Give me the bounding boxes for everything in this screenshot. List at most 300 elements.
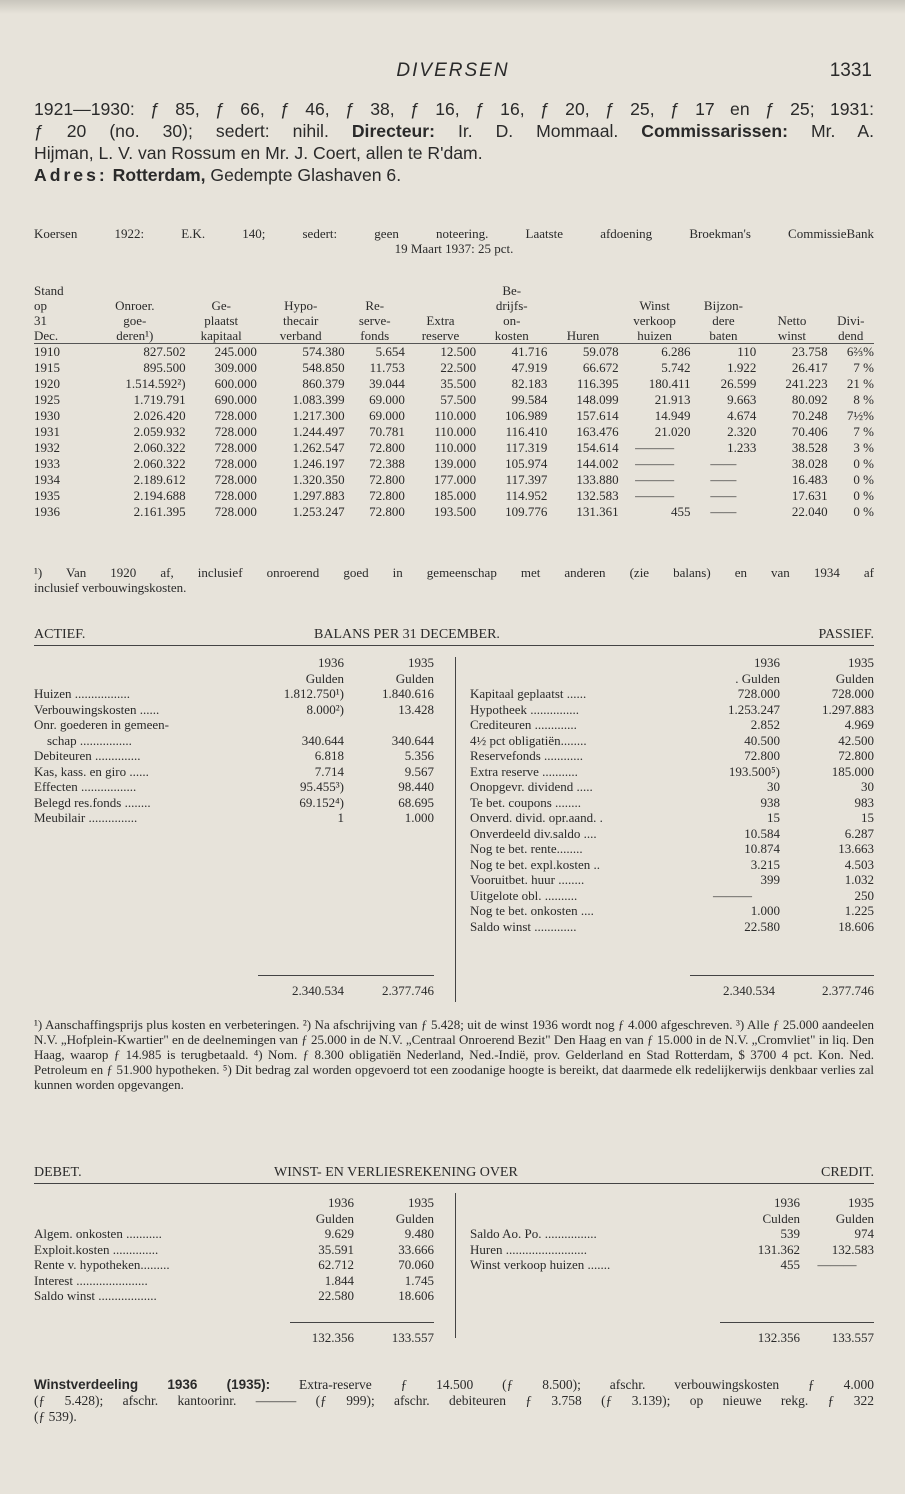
debet-total-1936: 132.356 xyxy=(311,1330,354,1345)
account-label: Uitgelote obl. .......... xyxy=(470,887,578,903)
statistics-footnote-line-2: inclusief verbouwingskosten. xyxy=(34,580,187,595)
table-cell: 0 % xyxy=(853,504,874,519)
stats-header-line: Hypo- xyxy=(284,298,318,313)
table-cell: 117.397 xyxy=(505,472,548,487)
table-cell: 117.319 xyxy=(505,440,548,455)
table-cell: 2.059.932 xyxy=(133,424,186,439)
table-cell: 827.502 xyxy=(143,344,186,359)
account-row xyxy=(34,717,434,733)
account-label: Hypotheek ............... xyxy=(470,701,580,717)
stats-header-6 xyxy=(476,283,547,344)
stats-header-0 xyxy=(34,283,84,344)
account-value-36: 15 xyxy=(767,810,780,825)
table-cell: 241.223 xyxy=(785,376,828,391)
table-cell: 72.388 xyxy=(369,456,405,471)
table-cell: 1915 xyxy=(34,360,60,375)
table-cell: 0 % xyxy=(853,456,874,471)
table-row xyxy=(34,440,874,456)
table-cell: 69.000 xyxy=(369,392,405,407)
account-value-36: 9.629 xyxy=(324,1226,354,1241)
stats-header-line: on- xyxy=(503,313,521,328)
account-value-36: 193.500⁵) xyxy=(728,763,780,779)
wv-title: WINST- EN VERLIESREKENING OVER xyxy=(274,1165,518,1180)
table-cell: 163.476 xyxy=(576,424,619,439)
table-cell: 57.500 xyxy=(440,392,477,407)
account-label: Kapitaal geplaatst ...... xyxy=(470,686,587,701)
actief-totals xyxy=(234,983,434,999)
table-cell: 154.614 xyxy=(576,440,619,455)
koersen-line-2: 19 Maart 1937: 25 pct. xyxy=(394,241,514,256)
passief-total-rule xyxy=(690,975,874,976)
account-label: Debiteuren .............. xyxy=(34,748,141,763)
account-row xyxy=(34,1257,434,1273)
account-label: Effecten ................. xyxy=(34,779,137,794)
table-cell: 109.776 xyxy=(505,504,548,519)
stats-header-line: Extra xyxy=(426,313,455,328)
stats-header-line xyxy=(186,283,257,298)
account-value-36: 8.000²) xyxy=(306,701,344,717)
table-cell: ——— xyxy=(635,472,675,487)
account-row xyxy=(34,1242,434,1258)
stats-header-line: reserve xyxy=(421,328,460,343)
stats-header-line: Dec. xyxy=(34,328,59,343)
balans-footnotes xyxy=(34,1017,874,1092)
table-cell: 1.320.350 xyxy=(292,472,345,487)
table-row xyxy=(34,360,874,376)
account-row xyxy=(34,733,434,749)
statistics-table xyxy=(34,283,874,520)
table-cell: 1910 xyxy=(34,344,60,359)
winstverdeeling xyxy=(34,1377,874,1425)
actief-total-1936: 2.340.534 xyxy=(292,983,344,998)
table-cell: 1.217.300 xyxy=(292,408,345,423)
account-label: Extra reserve ........... xyxy=(470,763,578,779)
table-cell: 690.000 xyxy=(214,392,257,407)
debet-table xyxy=(34,1195,434,1304)
account-value-36: 10.874 xyxy=(744,841,780,856)
passief-year-1936: 1936 xyxy=(754,655,780,670)
stats-header-line xyxy=(345,283,405,298)
stats-header-line: kosten xyxy=(494,328,529,343)
account-value-36: 22.580 xyxy=(318,1288,354,1303)
table-cell: 1936 xyxy=(34,504,60,519)
account-row xyxy=(34,1288,434,1304)
account-row xyxy=(470,748,874,764)
table-cell: 1.083.399 xyxy=(292,392,345,407)
table-cell: 1925 xyxy=(34,392,60,407)
stats-header-line: Stand xyxy=(34,283,64,298)
stats-header-line: verkoop xyxy=(633,313,676,328)
account-label: Algem. onkosten ........... xyxy=(34,1226,162,1241)
account-value-36: 62.712 xyxy=(318,1257,354,1272)
table-cell: 99.584 xyxy=(511,392,548,407)
page-number: 1331 xyxy=(829,60,872,81)
table-cell: 22.040 xyxy=(791,504,828,519)
account-value-35: 6.287 xyxy=(844,825,874,841)
account-label: Nog te bet. expl.kosten .. xyxy=(470,856,600,872)
stats-header-line: serve- xyxy=(358,313,391,328)
stats-header-line: goe- xyxy=(123,313,147,328)
table-cell: 144.002 xyxy=(576,456,619,471)
account-row xyxy=(34,779,434,795)
account-row xyxy=(34,1273,434,1289)
stats-header-line xyxy=(756,283,827,298)
account-value-35: 42.500 xyxy=(838,732,874,748)
table-cell: 148.099 xyxy=(576,392,619,407)
stats-header-line: baten xyxy=(709,328,738,343)
table-cell: 1.514.592²) xyxy=(125,376,186,391)
account-row xyxy=(470,872,874,888)
account-row xyxy=(470,857,874,873)
wv-heading xyxy=(34,1165,874,1183)
account-row xyxy=(470,903,874,919)
account-value-36: 69.152⁴) xyxy=(299,794,344,810)
account-value-36: 399 xyxy=(760,872,780,887)
stats-header-line: huizen xyxy=(637,328,672,343)
table-row xyxy=(34,392,874,408)
account-value-36: 22.580 xyxy=(744,918,780,934)
account-value-35: 983 xyxy=(854,794,874,810)
account-value-35 xyxy=(344,717,434,733)
balans-footnote-text: ¹) Aanschaffingsprijs plus kosten en verbeteringen. ²) Na afschrijving van ƒ 5.428; uit de winst 1936 wordt nog ƒ 4.000 afgeschreven. ³) Alle ƒ 25.000 aandeelen N.V. „Hofplein-Kwartier" en de deelnemingen van ƒ 25.000 in de N.V. „Centraal Onroerend Bezit" Den Haag en van ƒ 15.000 in de N.V. „Cromvliet" in liq. Den Haag, waarop ƒ 14.985 is terugbetaald. ⁴) Nom. ƒ 8.300 obligatiën Nederland, Ned.-Indië, prov. Gelderland en Stad Rotterdam, $ 3700 4 pct. Kon. Ned. Petroleum en ƒ 51.900 hypotheken. ⁵) Dit bedrag zal worden opgevoerd tot een zoodanige hoogte is bereikt, dat daarmede elk redelijkerwijs denkbaar verlies zal kunnen worden opgevangen. xyxy=(34,1017,874,1092)
table-cell: 11.753 xyxy=(369,360,405,375)
table-cell: 21 % xyxy=(846,376,874,391)
stats-header-line: Onroer. xyxy=(115,298,155,313)
account-value-36: 6.818 xyxy=(314,748,344,763)
address-street: Gedempte Glashaven 6. xyxy=(210,165,402,185)
account-row xyxy=(34,748,434,764)
credit-year-1936: 1936 xyxy=(774,1195,800,1210)
account-value-35: 728.000 xyxy=(831,686,874,701)
account-row xyxy=(470,919,874,935)
debet-year-1936: 1936 xyxy=(328,1195,354,1210)
account-label: Huren ......................... xyxy=(470,1241,587,1257)
table-cell: 116.395 xyxy=(576,376,619,391)
table-cell: 6.286 xyxy=(661,344,691,359)
account-value-36: 539 xyxy=(780,1226,800,1241)
table-cell: 22.500 xyxy=(440,360,477,375)
credit-unit-1936: Culden xyxy=(762,1210,800,1226)
table-cell: 139.000 xyxy=(433,456,477,471)
winstverdeeling-text-1: Extra-reserve ƒ 14.500 (ƒ 8.500); afschr. verbouwingskosten ƒ 4.000 xyxy=(299,1377,875,1392)
actief-total-rule xyxy=(258,975,434,976)
table-cell: 66.672 xyxy=(582,360,619,375)
account-row xyxy=(470,888,874,904)
table-cell: 38.528 xyxy=(791,440,828,455)
stats-header-line xyxy=(547,298,618,313)
account-row xyxy=(470,779,874,795)
stats-header-line: plaatst xyxy=(204,313,239,328)
table-cell: 574.380 xyxy=(302,344,345,359)
passief-unit-1936: . Gulden xyxy=(735,670,780,686)
table-row xyxy=(34,504,874,520)
table-cell: 5.742 xyxy=(661,360,691,375)
table-cell: 157.614 xyxy=(576,408,619,423)
account-row xyxy=(470,795,874,811)
table-cell: 70.248 xyxy=(791,408,828,423)
dividend-tail: ƒ 20 (no. 30); sedert: nihil. xyxy=(34,121,329,141)
table-cell: 41.716 xyxy=(511,344,548,359)
stats-header-line: dere xyxy=(712,313,735,328)
account-value-35: ——— xyxy=(817,1257,857,1272)
account-value-35: 340.644 xyxy=(391,732,434,748)
passief-table xyxy=(470,655,874,934)
table-cell: 1.262.547 xyxy=(292,440,345,455)
table-cell: 7½% xyxy=(846,408,874,423)
account-value-35: 98.440 xyxy=(398,779,434,794)
account-label: Onr. goederen in gemeen- xyxy=(34,717,170,732)
account-label: Saldo winst .................. xyxy=(34,1288,157,1303)
account-value-35: 185.000 xyxy=(831,763,874,779)
credit-table xyxy=(470,1195,874,1273)
table-cell: ——— xyxy=(635,440,675,455)
wv-divider xyxy=(455,1193,456,1338)
table-cell: 38.028 xyxy=(791,456,828,471)
account-label: Verbouwingskosten ...... xyxy=(34,701,160,717)
table-cell: 180.411 xyxy=(648,376,691,391)
account-value-35: 132.583 xyxy=(831,1241,874,1257)
account-value-35: 13.428 xyxy=(398,701,434,717)
account-value-35: 13.663 xyxy=(838,841,874,856)
stats-header-line: deren¹) xyxy=(116,328,154,343)
table-cell: 2.060.322 xyxy=(133,440,186,455)
directeur-name: Ir. D. Mommaal. xyxy=(457,121,619,141)
address-line xyxy=(34,164,874,186)
account-value-35: 30 xyxy=(861,779,874,794)
account-value-35: 1.225 xyxy=(844,903,874,918)
stats-header-line: kapitaal xyxy=(200,328,242,343)
account-value-36: 7.714 xyxy=(314,763,344,779)
table-cell: 1934 xyxy=(34,472,60,487)
table-cell: 110.000 xyxy=(434,440,477,455)
passief-year-1935: 1935 xyxy=(848,655,874,670)
table-cell: 1.719.791 xyxy=(133,392,186,407)
table-cell: 728.000 xyxy=(214,472,257,487)
intro-line-2 xyxy=(34,120,874,142)
balans-heading xyxy=(34,627,874,645)
address-label: Adres: xyxy=(34,165,108,185)
stats-header-7 xyxy=(547,283,618,344)
table-cell: 21.020 xyxy=(654,424,691,439)
table-cell: 110 xyxy=(737,344,757,359)
intro-line-1: 1921—1930: ƒ 85, ƒ 66, ƒ 46, ƒ 38, ƒ 16, ƒ 16, ƒ 20, ƒ 25, ƒ 17 en ƒ 25; 1931: xyxy=(34,99,874,119)
account-value-36: 455 xyxy=(780,1257,800,1272)
table-cell: 193.500 xyxy=(433,504,477,519)
account-row xyxy=(470,702,874,718)
page-title: DIVERSEN xyxy=(396,60,510,81)
table-cell: 16.483 xyxy=(791,472,828,487)
table-cell: 82.183 xyxy=(511,376,548,391)
table-cell: 9.663 xyxy=(727,392,757,407)
credit-heading: CREDIT. xyxy=(820,1165,874,1180)
table-cell: 728.000 xyxy=(214,504,257,519)
stats-header-line xyxy=(828,298,874,313)
account-row xyxy=(470,841,874,857)
table-cell: 105.974 xyxy=(505,456,548,471)
table-cell: ——— xyxy=(635,456,675,471)
debet-unit-1935: Gulden xyxy=(395,1210,434,1226)
table-cell: 17.631 xyxy=(791,488,828,503)
stats-header-3 xyxy=(257,283,345,344)
commissarissen-label: Commissarissen: xyxy=(641,121,788,141)
table-cell: 131.361 xyxy=(576,504,619,519)
credit-total-1936: 132.356 xyxy=(757,1330,800,1345)
account-label: Winst verkoop huizen ....... xyxy=(470,1257,611,1272)
stats-header-line xyxy=(828,283,874,298)
table-cell: 1930 xyxy=(34,408,60,423)
stats-header-line xyxy=(619,283,691,298)
account-value-36: 40.500 xyxy=(744,732,780,748)
table-cell: 860.379 xyxy=(302,376,345,391)
account-label: Kas, kass. en giro ...... xyxy=(34,763,149,779)
table-cell: 245.000 xyxy=(214,344,257,359)
balans-title: BALANS PER 31 DECEMBER. xyxy=(314,627,500,642)
table-row xyxy=(34,424,874,440)
table-cell: 1933 xyxy=(34,456,60,471)
statistics-footnote-line-1: ¹) Van 1920 af, inclusief onroerend goed in gemeenschap met anderen (zie balans) en van 1934 af xyxy=(34,565,874,580)
account-value-35: 250 xyxy=(854,887,874,903)
account-value-35: 5.356 xyxy=(404,748,434,763)
account-value-35: 1.000 xyxy=(404,810,434,825)
table-cell: 26.417 xyxy=(791,360,828,375)
table-cell: 728.000 xyxy=(214,440,257,455)
account-value-35: 974 xyxy=(854,1226,874,1241)
table-cell: 2.194.688 xyxy=(133,488,186,503)
page-header xyxy=(34,60,872,88)
account-label: Onverd. divid. opr.aand. . xyxy=(470,810,603,825)
account-label: Reservefonds ............ xyxy=(470,748,584,763)
table-cell: 5.654 xyxy=(375,344,405,359)
table-cell: 39.044 xyxy=(369,376,405,391)
table-cell: —— xyxy=(710,472,737,487)
table-cell: 2.161.395 xyxy=(133,504,186,519)
table-cell: 72.800 xyxy=(369,488,405,503)
table-cell: 7 % xyxy=(853,424,874,439)
winstverdeeling-label: Winstverdeeling 1936 (1935): xyxy=(34,1377,271,1392)
table-cell: 132.583 xyxy=(576,488,619,503)
actief-year-1935: 1935 xyxy=(408,655,434,670)
account-value-35: 72.800 xyxy=(838,748,874,763)
table-cell: 600.000 xyxy=(214,376,257,391)
account-value-36: 340.644 xyxy=(301,732,344,748)
stats-header-line: Re- xyxy=(365,298,385,313)
account-value-35: 1.745 xyxy=(404,1272,434,1288)
account-value-35: 1.032 xyxy=(844,872,874,887)
stats-header-line xyxy=(756,298,827,313)
actief-total-1935: 2.377.746 xyxy=(382,983,434,998)
table-cell: 309.000 xyxy=(214,360,257,375)
stats-header-11 xyxy=(828,283,874,344)
table-row xyxy=(34,472,874,488)
stats-header-line: Winst xyxy=(639,298,670,313)
table-cell: 110.000 xyxy=(434,424,477,439)
debet-heading: DEBET. xyxy=(34,1165,82,1180)
account-row xyxy=(470,733,874,749)
passief-total-1935: 2.377.746 xyxy=(822,983,874,998)
table-cell: 12.500 xyxy=(440,344,477,359)
table-cell: 23.758 xyxy=(791,344,828,359)
account-row xyxy=(470,810,874,826)
table-cell: —— xyxy=(710,456,737,471)
passief-total-1936: 2.340.534 xyxy=(723,983,775,998)
account-value-36: 1.812.750¹) xyxy=(283,686,344,701)
stats-header-line: drijfs- xyxy=(495,298,528,313)
table-cell: 26.599 xyxy=(720,376,757,391)
actief-year-1936: 1936 xyxy=(318,655,344,670)
scan-edge xyxy=(0,0,905,14)
account-row xyxy=(34,810,434,826)
intro-text xyxy=(34,98,874,186)
account-row xyxy=(34,686,434,702)
account-label: Vooruitbet. huur ........ xyxy=(470,872,585,887)
stats-header-line xyxy=(84,283,186,298)
credit-totals xyxy=(725,1330,874,1346)
account-value-36: ——— xyxy=(713,887,752,903)
stats-header-line: Bijzon- xyxy=(703,298,743,313)
table-cell: 133.880 xyxy=(576,472,619,487)
table-cell: —— xyxy=(710,488,737,503)
table-cell: 7 % xyxy=(853,360,874,375)
winstverdeeling-line-3: (ƒ 539). xyxy=(34,1409,77,1424)
debet-total-rule xyxy=(290,1322,434,1323)
table-cell: 8 % xyxy=(853,392,874,407)
account-value-35: 33.666 xyxy=(398,1241,434,1257)
actief-unit-1936: Gulden xyxy=(305,670,344,686)
commissaris-first: Mr. A. xyxy=(810,121,875,141)
account-value-36 xyxy=(249,717,344,733)
table-cell: 80.092 xyxy=(791,392,828,407)
stats-header-line: Divi- xyxy=(837,313,865,328)
table-row xyxy=(34,456,874,472)
table-cell: 728.000 xyxy=(214,456,257,471)
account-label: Te bet. coupons ........ xyxy=(470,794,582,810)
debet-year-1935: 1935 xyxy=(408,1195,434,1210)
account-value-35: 9.567 xyxy=(404,763,434,779)
stats-header-9 xyxy=(691,283,757,344)
table-cell: 72.800 xyxy=(369,472,405,487)
stats-header-8 xyxy=(619,283,691,344)
address-city: Rotterdam, xyxy=(112,165,206,185)
winstverdeeling-line-2: (ƒ 5.428); afschr. kantoorinr. ——— (ƒ 999); afschr. debiteuren ƒ 3.758 (ƒ 3.139); op nieuwe rekg. ƒ 322 xyxy=(34,1393,874,1408)
stats-header-1 xyxy=(84,283,186,344)
account-row xyxy=(470,686,874,702)
stats-header-line: 31 xyxy=(34,313,47,328)
stats-header-line: fonds xyxy=(360,328,390,343)
account-value-35: 4.503 xyxy=(844,856,874,872)
table-row xyxy=(34,344,874,361)
passief-unit-1935: Gulden xyxy=(835,670,874,686)
stats-header-line xyxy=(405,283,476,298)
account-row xyxy=(34,795,434,811)
account-value-36: 95.455³) xyxy=(300,779,344,794)
stats-header-line: op xyxy=(34,298,47,313)
directeur-label: Directeur: xyxy=(351,121,435,141)
table-cell: 185.000 xyxy=(433,488,477,503)
balans-top-rule xyxy=(34,645,874,646)
account-label: Rente v. hypotheken......... xyxy=(34,1257,170,1272)
account-label: Nog te bet. onkosten .... xyxy=(470,903,594,918)
account-label: Saldo winst ............. xyxy=(470,918,577,934)
table-cell: 116.410 xyxy=(505,424,548,439)
account-row xyxy=(470,1242,874,1258)
stats-header-line: thecair xyxy=(283,313,319,328)
table-cell: 47.919 xyxy=(511,360,548,375)
stats-header-line xyxy=(691,283,757,298)
table-cell: ——— xyxy=(635,488,675,503)
account-label: Onopgevr. dividend ..... xyxy=(470,779,593,794)
stats-header-line: dend xyxy=(838,328,864,343)
table-cell: 106.989 xyxy=(505,408,548,423)
